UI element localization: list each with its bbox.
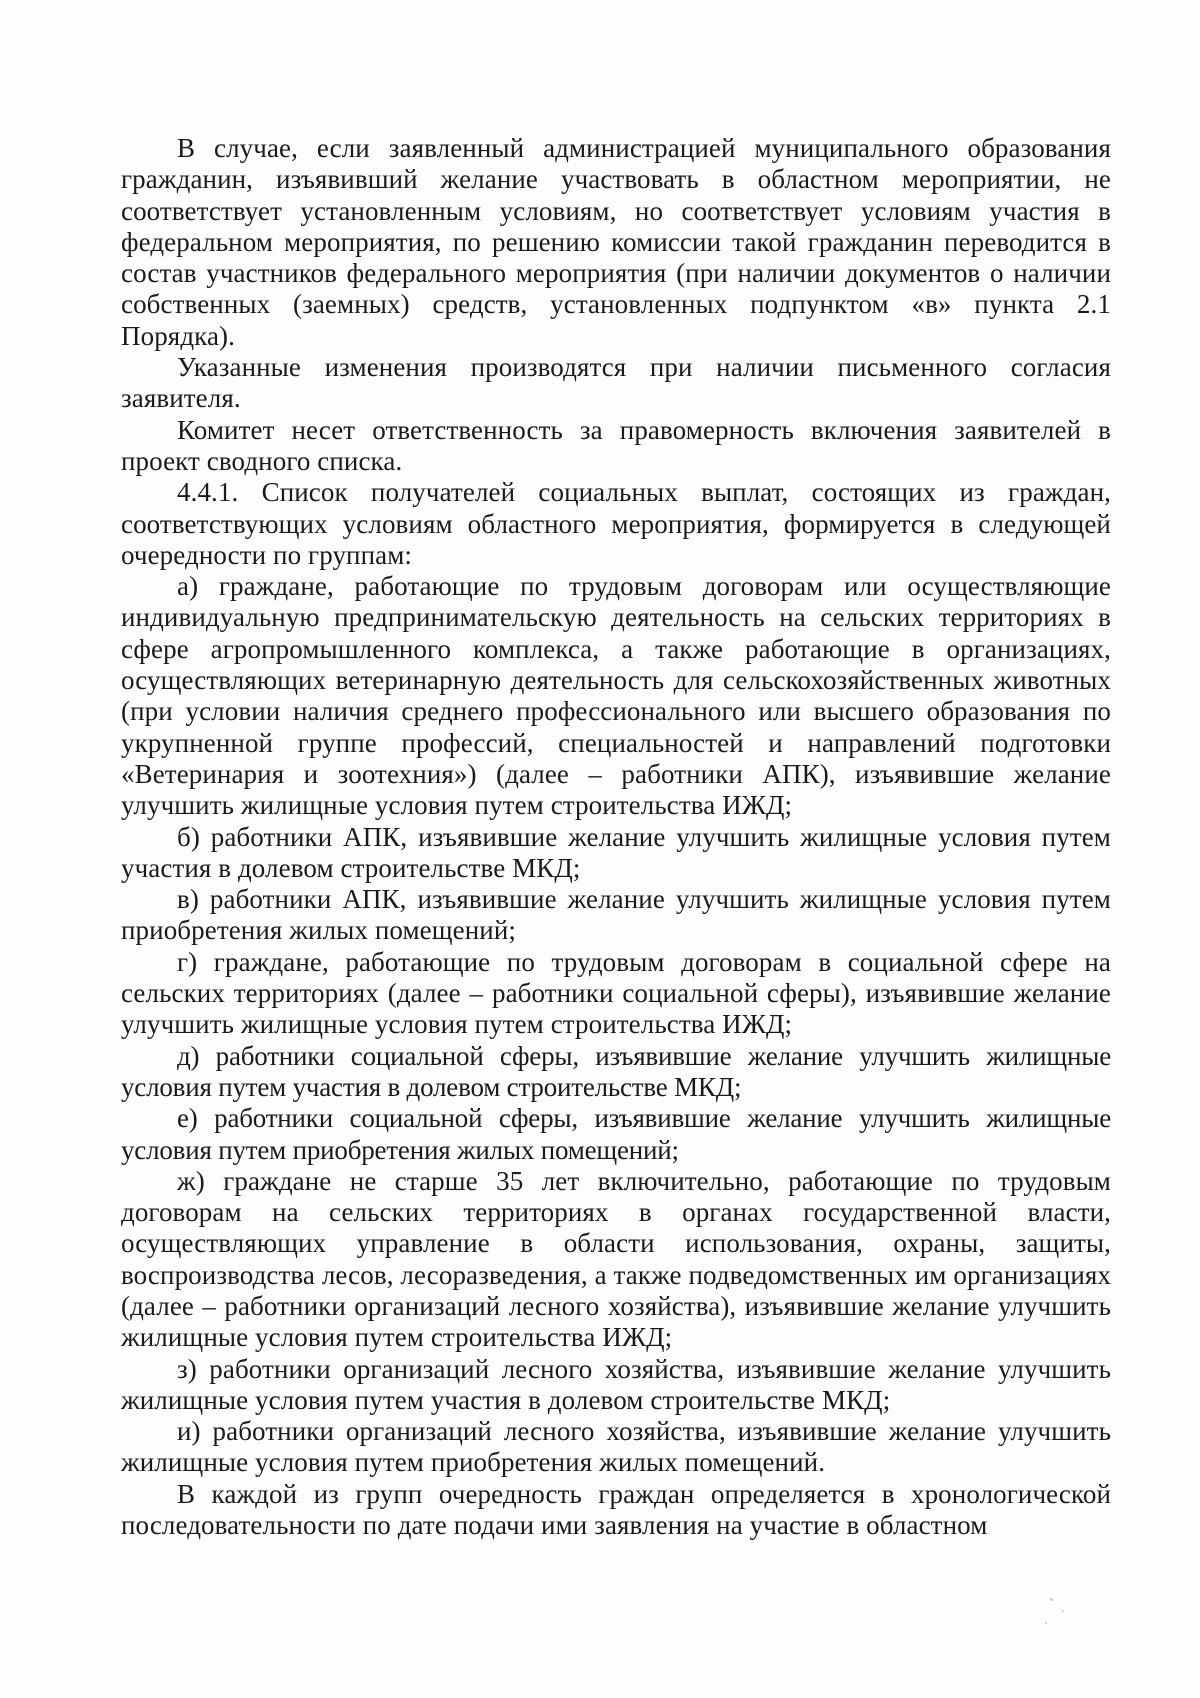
paragraph-committee-responsibility: Комитет несет ответственность за правомерность включения заявителей в проект сводного списка. bbox=[121, 414, 1111, 476]
list-item-zh: ж) граждане не старше 35 лет включительно, работающие по трудовым договорам на сельских территориях в органах государственной власти, осуществляющих управление в области использования, охраны, защиты, воспроизводства лесов, лесоразведения, а также подведомственных им организациях (далее – работники организаций лесного хозяйства), изъявившие желание улучшить жилищные условия путем строительства ИЖД; bbox=[121, 1165, 1111, 1353]
paragraph-written-consent: Указанные изменения производятся при наличии письменного согласия заявителя. bbox=[121, 352, 1111, 414]
scan-speck bbox=[1050, 1598, 1053, 1601]
scan-speck bbox=[1062, 1610, 1064, 1612]
list-item-a: а) граждане, работающие по трудовым договорам или осуществляющие индивидуальную предпринимательскую деятельность на сельских территориях в сфере агропромышленного комплекса, а также работающие в организациях, осуществляющих ветеринарную деятельность для сельскохозяйственных животных (при условии наличия среднего профессионального или высшего образования по укрупненной группе профессий, специальностей и направлений подготовки «Ветеринария и зоотехния») (далее – работники АПК), изъявившие желание улучшить жилищные условия путем строительства ИЖД; bbox=[121, 571, 1111, 821]
list-item-z: з) работники организаций лесного хозяйства, изъявившие желание улучшить жилищные условия путем участия в долевом строительстве МКД; bbox=[121, 1353, 1111, 1415]
paragraph-chronological-order: В каждой из групп очередность граждан определяется в хронологической последовательности по дате подачи ими заявления на участие в областном bbox=[121, 1478, 1111, 1541]
list-item-i: и) работники организаций лесного хозяйства, изъявившие желание улучшить жилищные условия путем приобретения жилых помещений. bbox=[121, 1416, 1111, 1478]
list-item-e: е) работники социальной сферы, изъявившие желание улучшить жилищные условия путем приобретения жилых помещений; bbox=[121, 1103, 1111, 1165]
list-item-b: б) работники АПК, изъявившие желание улучшить жилищные условия путем участия в долевом строительстве МКД; bbox=[121, 821, 1111, 883]
paragraph-transfer-to-federal: В случае, если заявленный администрацией муниципального образования гражданин, изъявивший желание участвовать в областном мероприятии, не соответствует установленным условиям, но соответствует условиям участия в федеральном мероприятия, по решению комиссии такой гражданин переводится в состав участников федерального мероприятия (при наличии документов о наличии собственных (заемных) средств, установленных подпунктом «в» пункта 2.1 Порядка). bbox=[121, 133, 1111, 351]
list-item-v: в) работники АПК, изъявившие желание улучшить жилищные условия путем приобретения жилых помещений; bbox=[121, 884, 1111, 946]
list-item-g: г) граждане, работающие по трудовым договорам в социальной сфере на сельских территориях (далее – работники социальной сферы), изъявившие желание улучшить жилищные условия путем строительства ИЖД; bbox=[121, 946, 1111, 1040]
paragraph-4-4-1: 4.4.1. Список получателей социальных выплат, состоящих из граждан, соответствующих условиям областного мероприятия, формируется в следующей очередности по группам: bbox=[121, 477, 1111, 570]
scan-speck bbox=[1045, 1622, 1047, 1624]
document-body bbox=[121, 133, 1111, 1541]
list-item-d: д) работники социальной сферы, изъявившие желание улучшить жилищные условия путем участия в долевом строительстве МКД; bbox=[121, 1040, 1111, 1102]
